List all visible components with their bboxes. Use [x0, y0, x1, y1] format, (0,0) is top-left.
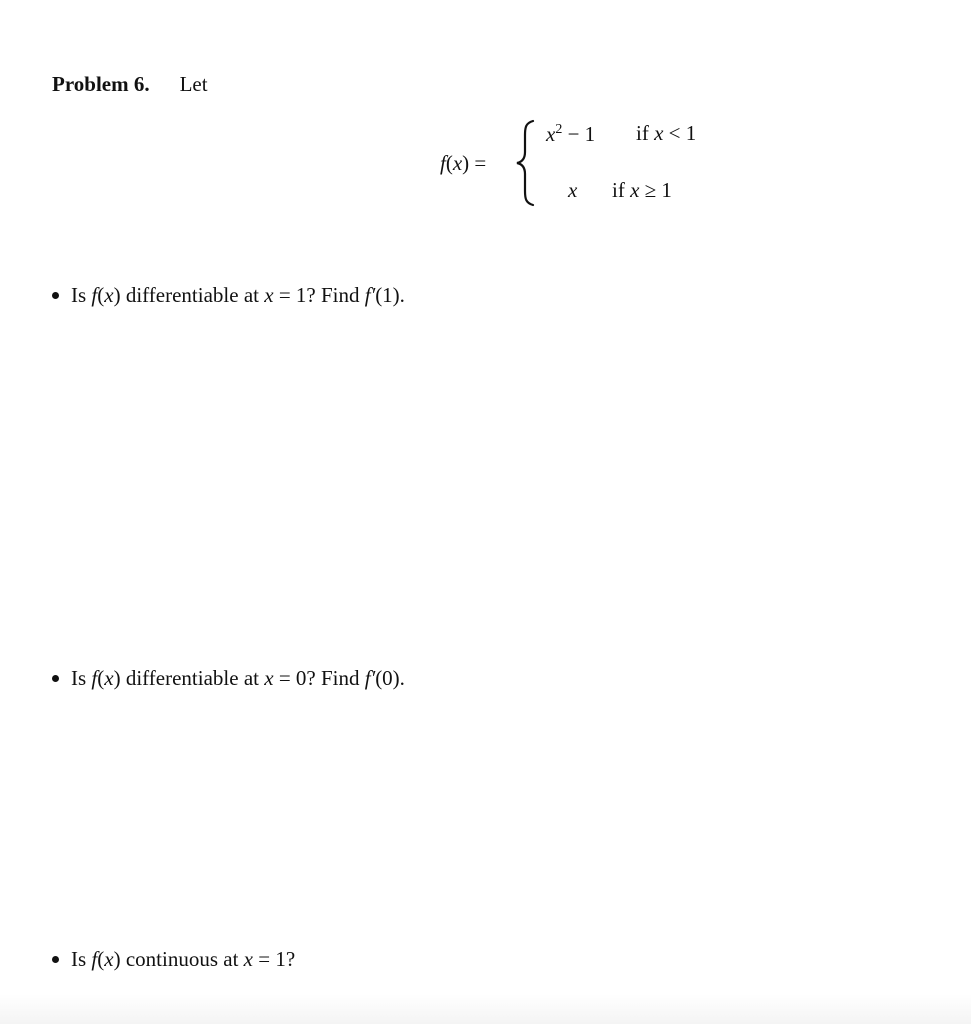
case-1-condition: if x < 1 — [636, 121, 697, 145]
function-variable: x — [452, 151, 463, 175]
page-bottom-edge — [0, 994, 971, 1024]
question-2: Is f(x) differentiable at x = 0? Find f′(0). — [52, 668, 405, 689]
case-1-expression: $x^2 - 1$ — [546, 122, 596, 146]
problem-title: Problem 6. — [52, 72, 150, 96]
case-2-condition: if x ≥ 1 — [612, 178, 672, 202]
problem-heading — [52, 74, 208, 95]
equals-sign: = — [469, 151, 487, 175]
bullet-icon — [52, 292, 59, 299]
problem-intro: Let — [179, 72, 208, 96]
function-lhs: f(x) = — [440, 151, 487, 175]
question-1: Is f(x) differentiable at x = 1? Find f′(1). — [52, 285, 405, 306]
question-3: Is f(x) continuous at x = 1? — [52, 949, 295, 970]
bullet-icon — [52, 675, 59, 682]
function-name: f — [440, 151, 446, 175]
piecewise-brace — [514, 118, 538, 208]
bullet-icon — [52, 956, 59, 963]
case-2-expression: x — [568, 178, 578, 202]
